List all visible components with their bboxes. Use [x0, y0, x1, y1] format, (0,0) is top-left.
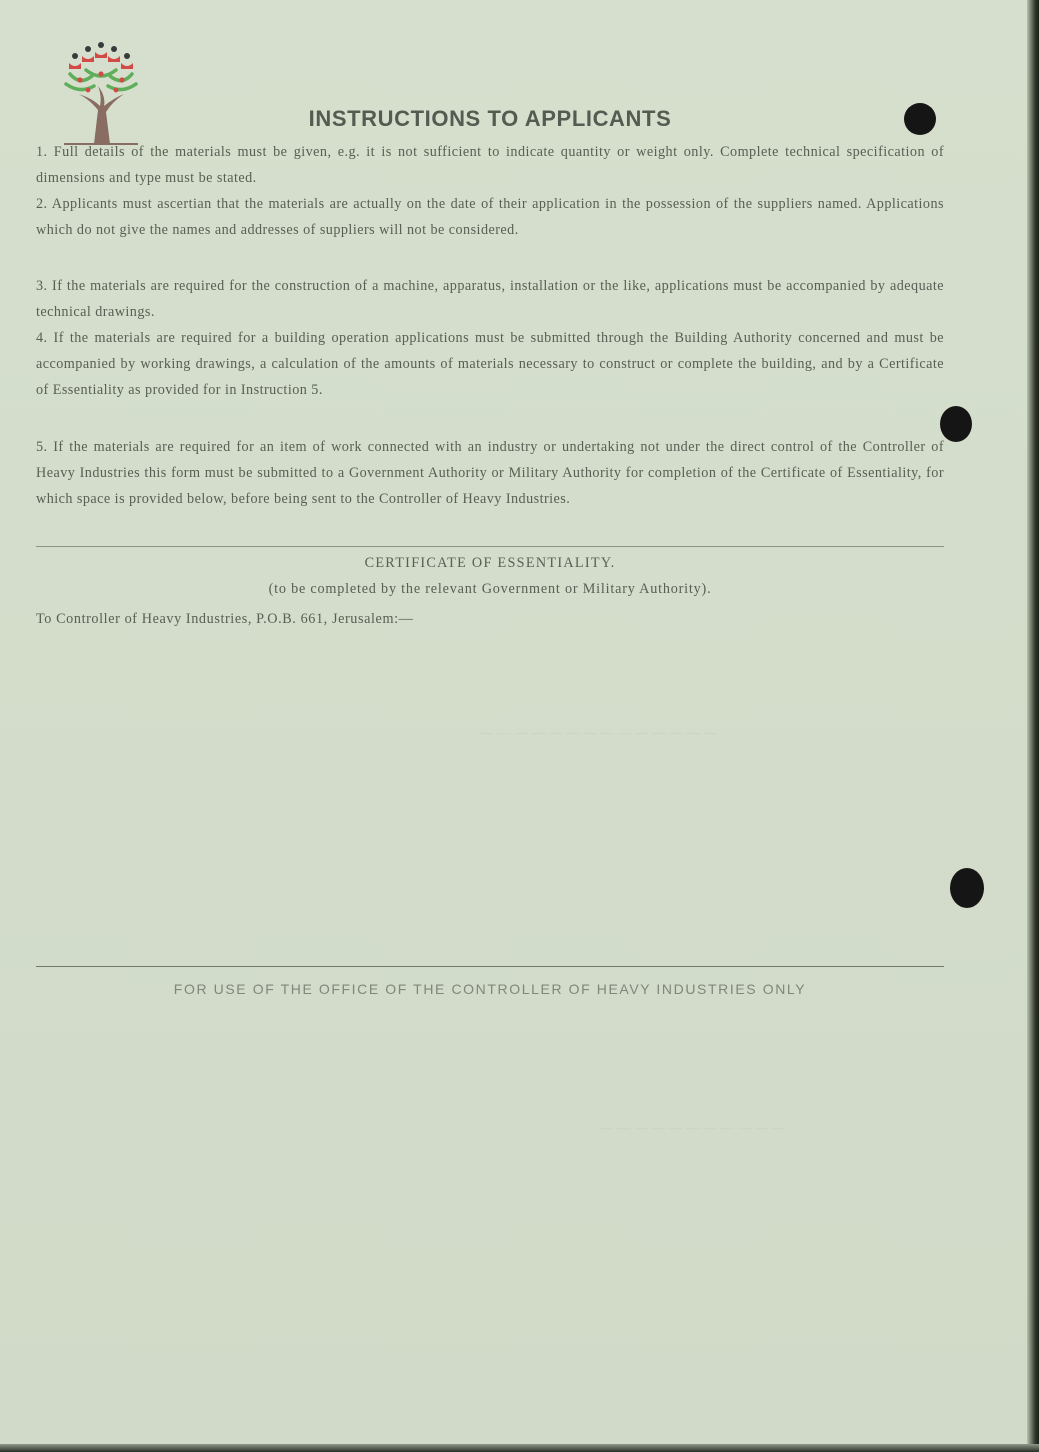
certificate-subheading: (to be completed by the relevant Government or Military Authority). — [268, 581, 712, 597]
page-edge-shadow — [1027, 0, 1039, 1452]
office-divider — [36, 966, 944, 967]
punch-hole-icon — [940, 406, 972, 442]
certificate-heading: CERTIFICATE OF ESSENTIALITY. — [364, 555, 616, 571]
instruction-1: 1. Full details of the materials must be given, e.g. it is not sufficient to indicate quantity or weight only. Complete technical specification of dimensions and type must be stated. — [36, 144, 944, 186]
page-title: INSTRUCTIONS TO APPLICANTS — [308, 106, 672, 131]
page-bottom-edge — [0, 1444, 1039, 1452]
punch-hole-icon — [950, 868, 984, 908]
instruction-3: 3. If the materials are required for the construction of a machine, apparatus, installation or the like, applications must be accompanied by adequate technical drawings. — [36, 278, 944, 320]
section-divider — [36, 546, 944, 547]
instruction-2: 2. Applicants must ascertian that the materials are actually on the date of their application in the possession of the suppliers named. Applications which do not give the names and addresses of suppliers will not be considered. — [36, 196, 944, 238]
certificate-addressee: To Controller of Heavy Industries, P.O.B. 661, Jerusalem:— — [36, 611, 414, 627]
family-tree-logo-icon — [58, 40, 144, 148]
punch-hole-icon — [904, 103, 936, 135]
show-through-text: — — — — — — — — — — — — [600, 1120, 786, 1135]
office-use-heading: FOR USE OF THE OFFICE OF THE CONTROLLER OF HEAVY INDUSTRIES ONLY — [173, 981, 807, 997]
instruction-4: 4. If the materials are required for a building operation applications must be submitted through the Building Authority concerned and must be accompanied by working drawings, a calculation of the amounts of materials necessary to construct or complete the building, and by a Certificate of Essentiality as provided for in Instruction 5. — [36, 330, 944, 398]
instruction-5: 5. If the materials are required for an item of work connected with an industry or undertaking not under the direct control of the Controller of Heavy Industries this form must be submitted to a Government Authority or Military Authority for completion of the Certificate of Essentiality, for which space is provided below, before being sent to the Controller of Heavy Industries. — [36, 439, 944, 507]
show-through-text: — — — — — — — — — — — — — — — [480, 725, 718, 740]
